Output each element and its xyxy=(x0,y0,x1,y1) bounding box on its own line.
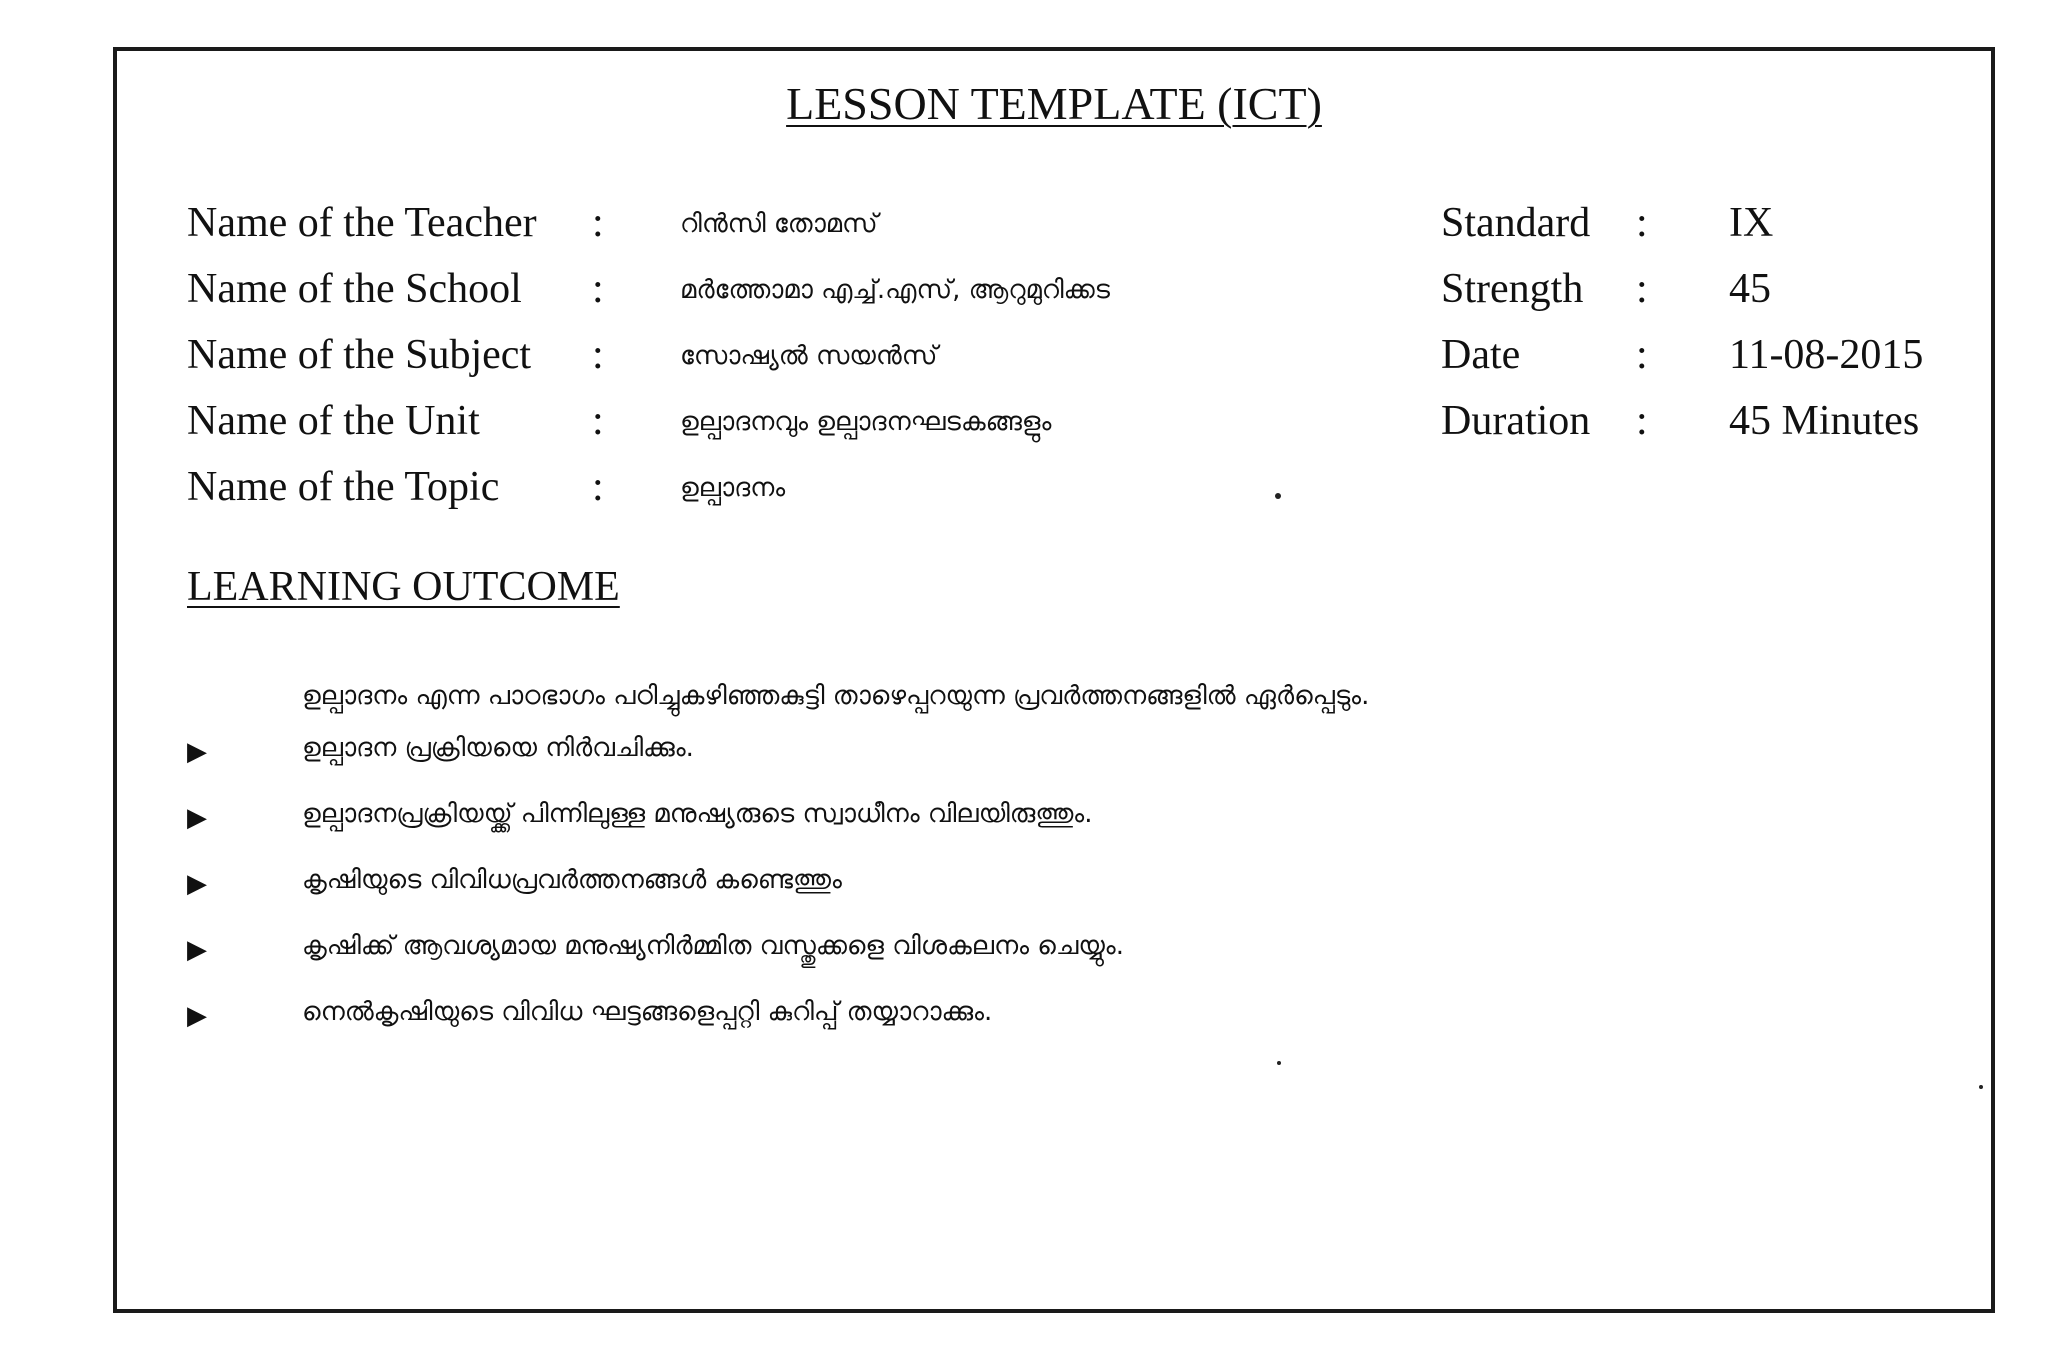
bullet-arrow-icon: ▶ xyxy=(187,869,207,899)
learning-outcome-intro: ഉല്പാദനം എന്ന പാഠഭാഗം പഠിച്ചുകഴിഞ്ഞകുട്ടി താഴെപ്പറയുന്ന പ്രവർത്തനങ്ങളിൽ ഏർപ്പെടും. xyxy=(302,681,1370,711)
teacher-label: Name of the Teacher xyxy=(187,200,537,246)
strength-label: Strength xyxy=(1441,266,1584,312)
subject-value: സോഷ്യൽ സയൻസ് xyxy=(680,341,938,371)
list-item xyxy=(187,997,1887,1037)
scan-speck xyxy=(1277,1061,1281,1065)
subject-colon: : xyxy=(592,332,604,378)
scan-speck xyxy=(1275,493,1281,499)
school-label: Name of the School xyxy=(187,266,522,312)
duration-colon: : xyxy=(1636,398,1648,444)
outcome-text: കൃഷിക്ക് ആവശ്യമായ മനുഷ്യനിർമ്മിത വസ്തുക്കളെ വിശകലനം ചെയ്യും. xyxy=(302,931,1124,961)
school-value: മർത്തോമാ എച്ച്.എസ്, ആറുമുറിക്കട xyxy=(680,275,1110,305)
outcome-text: കൃഷിയുടെ വിവിധപ്രവർത്തനങ്ങൾ കണ്ടെത്തും xyxy=(302,865,842,895)
topic-value: ഉല്പാദനം xyxy=(680,473,786,503)
unit-colon: : xyxy=(592,398,604,444)
learning-outcome-heading: LEARNING OUTCOME xyxy=(187,564,620,610)
list-item xyxy=(187,865,1887,905)
scan-speck xyxy=(1979,1085,1983,1089)
outcome-text: ഉല്പാദനപ്രക്രിയയ്ക്ക് പിന്നിലുള്ള മനുഷ്യരുടെ സ്വാധീനം വിലയിരുത്തും. xyxy=(302,799,1093,829)
outcome-text: ഉല്പാദന പ്രക്രിയയെ നിർവചിക്കും. xyxy=(302,733,694,763)
standard-value: IX xyxy=(1729,200,1774,246)
page-title: LESSON TEMPLATE (ICT) xyxy=(786,78,1322,129)
bullet-arrow-icon: ▶ xyxy=(187,1001,207,1031)
duration-label: Duration xyxy=(1441,398,1591,444)
strength-value: 45 xyxy=(1729,266,1771,312)
bullet-arrow-icon: ▶ xyxy=(187,935,207,965)
date-value: 11-08-2015 xyxy=(1729,332,1924,378)
unit-value: ഉല്പാദനവും ഉല്പാദനഘടകങ്ങളും xyxy=(680,407,1052,437)
teacher-value: റിൻസി തോമസ് xyxy=(680,209,878,239)
standard-label: Standard xyxy=(1441,200,1591,246)
duration-value: 45 Minutes xyxy=(1729,398,1920,444)
list-item xyxy=(187,931,1887,971)
date-colon: : xyxy=(1636,332,1648,378)
subject-label: Name of the Subject xyxy=(187,332,532,378)
lesson-template-frame xyxy=(113,47,1995,1313)
teacher-colon: : xyxy=(592,200,604,246)
list-item xyxy=(187,799,1887,839)
bullet-arrow-icon: ▶ xyxy=(187,803,207,833)
date-label: Date xyxy=(1441,332,1521,378)
topic-colon: : xyxy=(592,464,604,510)
strength-colon: : xyxy=(1636,266,1648,312)
bullet-arrow-icon: ▶ xyxy=(187,737,207,767)
list-item xyxy=(187,733,1887,773)
topic-label: Name of the Topic xyxy=(187,464,500,510)
unit-label: Name of the Unit xyxy=(187,398,480,444)
standard-colon: : xyxy=(1636,200,1648,246)
outcome-text: നെൽകൃഷിയുടെ വിവിധ ഘട്ടങ്ങളെപ്പറ്റി കുറിപ്പ് തയ്യാറാക്കും. xyxy=(302,997,993,1027)
school-colon: : xyxy=(592,266,604,312)
